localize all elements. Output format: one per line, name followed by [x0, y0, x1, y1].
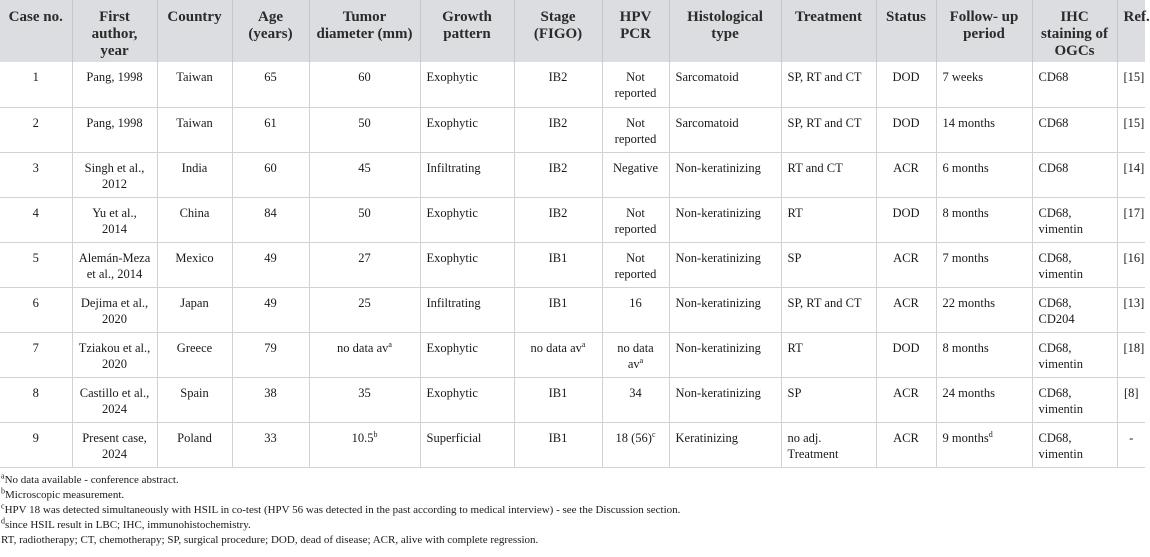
cell-stage: [514, 197, 602, 242]
cell-tumor-diameter: [309, 242, 420, 287]
histological-type-value: Sarcomatoid: [675, 70, 739, 84]
country-value: Spain: [180, 385, 209, 400]
tumor-diameter-value: 10.5: [351, 430, 374, 445]
cell-follow-up: [936, 197, 1032, 242]
cell-growth-pattern: [420, 107, 514, 152]
footnote-mark: d: [988, 429, 993, 439]
cell-status: [876, 197, 936, 242]
cell-ihc-staining: [1032, 332, 1117, 377]
ihc-staining-value: CD68: [1038, 115, 1069, 130]
cell-country: [157, 332, 232, 377]
cell-treatment: [781, 377, 876, 422]
cell-age: [232, 332, 309, 377]
cell-follow-up: [936, 332, 1032, 377]
stage-value: IB2: [548, 115, 568, 130]
growth-pattern-value: Exophytic: [426, 70, 478, 84]
cell-treatment: [781, 287, 876, 332]
case-number-value: 8: [32, 385, 39, 400]
table-row: [0, 62, 1145, 107]
growth-pattern-value: Infiltrating: [426, 160, 481, 175]
status-value: DOD: [892, 70, 920, 84]
tumor-diameter-value: no data av: [337, 340, 389, 355]
cell-case-number: [0, 422, 72, 467]
age-value: 61: [264, 115, 277, 130]
cell-status: [876, 377, 936, 422]
age-value: 60: [264, 160, 277, 175]
cell-hpv-pcr: [602, 287, 669, 332]
cell-case-number: [0, 107, 72, 152]
cell-first-author: [72, 62, 157, 107]
cell-stage: [514, 422, 602, 467]
table-header-row: [0, 0, 1145, 62]
ihc-staining-value: CD68, vimentin: [1038, 205, 1083, 236]
header-growth-pattern: Growth pattern: [420, 0, 514, 62]
cell-growth-pattern: [420, 242, 514, 287]
age-value: 65: [264, 70, 277, 84]
ref-value: [18]: [1123, 340, 1145, 355]
follow-up-value: 7 months: [942, 250, 989, 265]
case-number-value: 4: [32, 205, 39, 220]
header-follow-up: Follow- up period: [936, 0, 1032, 62]
cell-stage: [514, 332, 602, 377]
case-number-value: 2: [32, 115, 39, 130]
cell-first-author: [72, 422, 157, 467]
cell-first-author: [72, 332, 157, 377]
first-author-value: Castillo et al., 2024: [79, 385, 150, 416]
ihc-staining-value: CD68, vimentin: [1038, 430, 1083, 461]
follow-up-value: 8 months: [942, 340, 989, 355]
cell-tumor-diameter: [309, 62, 420, 107]
ref-value: [15]: [1123, 70, 1145, 84]
growth-pattern-value: Superficial: [426, 430, 482, 445]
cell-tumor-diameter: [309, 287, 420, 332]
first-author-value: Alemán-Meza et al., 2014: [78, 250, 151, 281]
cell-hpv-pcr: [602, 62, 669, 107]
header-case-no: Case no.: [0, 0, 72, 62]
header-age: Age (years): [232, 0, 309, 62]
hpv-pcr-value: no data av: [617, 340, 654, 371]
cell-stage: [514, 107, 602, 152]
ref-value: [17]: [1123, 205, 1145, 220]
cell-age: [232, 62, 309, 107]
hpv-pcr-value: Negative: [612, 160, 659, 175]
header-hpv-pcr: HPV PCR: [602, 0, 669, 62]
cell-first-author: [72, 377, 157, 422]
cell-ihc-staining: [1032, 242, 1117, 287]
age-value: 38: [264, 385, 277, 400]
header-country: Country: [157, 0, 232, 62]
cell-country: [157, 152, 232, 197]
header-stage: Stage (FIGO): [514, 0, 602, 62]
cell-status: [876, 152, 936, 197]
footnote: [1, 533, 1145, 548]
cell-ref: [1117, 197, 1145, 242]
cell-growth-pattern: [420, 332, 514, 377]
table-footnotes: [0, 468, 1145, 549]
country-value: Poland: [177, 430, 212, 445]
ref-value: [13]: [1123, 295, 1145, 310]
treatment-value: SP: [787, 385, 802, 400]
growth-pattern-value: Exophytic: [426, 115, 478, 130]
table-row: [0, 287, 1145, 332]
cell-age: [232, 422, 309, 467]
cell-country: [157, 197, 232, 242]
histological-type-value: Non-keratinizing: [675, 385, 761, 400]
cell-stage: [514, 62, 602, 107]
header-ihc-staining: IHC staining of OGCs: [1032, 0, 1117, 62]
footnote: [1, 470, 1145, 488]
age-value: 84: [264, 205, 277, 220]
follow-up-value: 6 months: [942, 160, 989, 175]
footnote-mark: c: [1, 501, 5, 511]
cell-treatment: [781, 242, 876, 287]
cell-case-number: [0, 377, 72, 422]
ref-value: [15]: [1123, 115, 1145, 130]
table-row: [0, 152, 1145, 197]
tumor-diameter-value: 27: [358, 250, 371, 265]
footnote-mark: a: [388, 339, 392, 349]
cell-histological-type: [669, 242, 781, 287]
histological-type-value: Non-keratinizing: [675, 340, 761, 355]
case-number-value: 5: [32, 250, 39, 265]
table-row: [0, 242, 1145, 287]
footnote-text: HPV 18 was detected simultaneously with HSIL in co-test (HPV 56 was detected in the past according to medical interview) - see the Discussion section.: [4, 503, 681, 516]
footnote-text: since HSIL result in LBC; IHC, immunohistochemistry.: [5, 519, 251, 532]
case-number-value: 7: [32, 340, 39, 355]
status-value: ACR: [893, 430, 919, 445]
cell-ihc-staining: [1032, 287, 1117, 332]
cell-histological-type: [669, 377, 781, 422]
cell-country: [157, 242, 232, 287]
histological-type-value: Non-keratinizing: [675, 250, 761, 265]
cell-treatment: [781, 152, 876, 197]
cell-ref: [1117, 287, 1145, 332]
cell-ref: [1117, 62, 1145, 107]
cell-hpv-pcr: [602, 152, 669, 197]
country-value: Mexico: [175, 250, 214, 265]
cell-ref: [1117, 242, 1145, 287]
cell-country: [157, 377, 232, 422]
cell-treatment: [781, 197, 876, 242]
country-value: Japan: [180, 295, 209, 310]
tumor-diameter-value: 45: [358, 160, 371, 175]
follow-up-value: 14 months: [942, 115, 995, 130]
ref-value: -: [1129, 430, 1134, 445]
stage-value: IB1: [548, 385, 568, 400]
cell-age: [232, 197, 309, 242]
ihc-staining-value: CD68: [1038, 70, 1069, 84]
footnote-mark: a: [1, 470, 5, 480]
ihc-staining-value: CD68: [1038, 160, 1069, 175]
age-value: 49: [264, 295, 277, 310]
cell-hpv-pcr: [602, 107, 669, 152]
treatment-value: SP: [787, 250, 802, 265]
cell-hpv-pcr: [602, 197, 669, 242]
stage-value: IB1: [548, 430, 568, 445]
cell-growth-pattern: [420, 377, 514, 422]
cell-status: [876, 107, 936, 152]
tumor-diameter-value: 25: [358, 295, 371, 310]
case-number-value: 9: [32, 430, 39, 445]
first-author-value: Singh et al., 2012: [84, 160, 145, 191]
cell-ref: [1117, 107, 1145, 152]
cell-age: [232, 242, 309, 287]
cell-histological-type: [669, 287, 781, 332]
cell-follow-up: [936, 422, 1032, 467]
tumor-diameter-value: 50: [358, 205, 371, 220]
cell-case-number: [0, 242, 72, 287]
cell-histological-type: [669, 422, 781, 467]
follow-up-value: 22 months: [942, 295, 995, 310]
case-number-value: 6: [32, 295, 39, 310]
age-value: 79: [264, 340, 277, 355]
cell-country: [157, 62, 232, 107]
follow-up-value: 24 months: [942, 385, 995, 400]
follow-up-value: 9 months: [942, 430, 989, 445]
histological-type-value: Keratinizing: [675, 430, 738, 445]
cell-ihc-staining: [1032, 152, 1117, 197]
footnote-mark: b: [1, 486, 5, 496]
cell-case-number: [0, 152, 72, 197]
first-author-value: Present case, 2024: [82, 430, 147, 461]
cell-first-author: [72, 152, 157, 197]
footnote-text: No data available - conference abstract.: [4, 473, 179, 486]
cell-stage: [514, 287, 602, 332]
stage-value: IB1: [548, 295, 568, 310]
cell-histological-type: [669, 152, 781, 197]
growth-pattern-value: Exophytic: [426, 385, 478, 400]
cell-ihc-staining: [1032, 197, 1117, 242]
cell-follow-up: [936, 152, 1032, 197]
header-treatment: Treatment: [781, 0, 876, 62]
cell-age: [232, 287, 309, 332]
table-row: [0, 107, 1145, 152]
tumor-diameter-value: 35: [358, 385, 371, 400]
cell-histological-type: [669, 197, 781, 242]
cell-first-author: [72, 287, 157, 332]
table-row: [0, 422, 1145, 467]
cell-treatment: [781, 332, 876, 377]
age-value: 49: [264, 250, 277, 265]
ihc-staining-value: CD68, vimentin: [1038, 250, 1083, 281]
cell-case-number: [0, 287, 72, 332]
cell-treatment: [781, 62, 876, 107]
treatment-value: RT: [787, 340, 803, 355]
footnote-mark: c: [651, 429, 656, 439]
cell-case-number: [0, 197, 72, 242]
stage-value: IB2: [548, 205, 568, 220]
cell-status: [876, 422, 936, 467]
first-author-value: Dejima et al., 2020: [80, 295, 149, 326]
footnote-text: Microscopic measurement.: [5, 488, 125, 501]
cell-ihc-staining: [1032, 62, 1117, 107]
header-histological-type: Histological type: [669, 0, 781, 62]
cell-status: [876, 332, 936, 377]
cell-stage: [514, 377, 602, 422]
cell-stage: [514, 152, 602, 197]
cell-follow-up: [936, 287, 1032, 332]
follow-up-value: 7 weeks: [942, 70, 984, 84]
cell-ihc-staining: [1032, 107, 1117, 152]
cell-tumor-diameter: [309, 197, 420, 242]
treatment-value: SP, RT and CT: [787, 295, 862, 310]
cell-status: [876, 287, 936, 332]
ref-value: [16]: [1123, 250, 1145, 265]
table-body: [0, 62, 1145, 467]
follow-up-value: 8 months: [942, 205, 989, 220]
histological-type-value: Non-keratinizing: [675, 205, 761, 220]
treatment-value: RT: [787, 205, 803, 220]
cell-tumor-diameter: [309, 107, 420, 152]
hpv-pcr-value: 18 (56): [615, 430, 652, 445]
ref-value: [14]: [1123, 160, 1145, 175]
cell-country: [157, 422, 232, 467]
case-number-value: 3: [32, 160, 39, 175]
footnote: [1, 503, 1145, 518]
cell-treatment: [781, 422, 876, 467]
cell-status: [876, 242, 936, 287]
ihc-staining-value: CD68, CD204: [1038, 295, 1075, 326]
status-value: ACR: [893, 385, 919, 400]
tumor-diameter-value: 50: [358, 115, 371, 130]
cell-ref: [1117, 377, 1145, 422]
cell-follow-up: [936, 242, 1032, 287]
treatment-value: no adj. Treatment: [787, 430, 839, 461]
cell-growth-pattern: [420, 287, 514, 332]
cell-age: [232, 107, 309, 152]
country-value: Taiwan: [176, 115, 213, 130]
first-author-value: Tziakou et al., 2020: [78, 340, 151, 371]
age-value: 33: [264, 430, 277, 445]
footnote-mark: a: [581, 339, 586, 349]
cell-hpv-pcr: [602, 377, 669, 422]
histological-type-value: Non-keratinizing: [675, 295, 761, 310]
header-tumor-diameter: Tumor diameter (mm): [309, 0, 420, 62]
treatment-value: SP, RT and CT: [787, 70, 862, 84]
cell-first-author: [72, 242, 157, 287]
growth-pattern-value: Exophytic: [426, 250, 478, 265]
status-value: ACR: [893, 295, 919, 310]
cell-growth-pattern: [420, 62, 514, 107]
hpv-pcr-value: 16: [629, 295, 642, 310]
table-row: [0, 197, 1145, 242]
cell-ref: [1117, 152, 1145, 197]
cell-hpv-pcr: [602, 332, 669, 377]
cell-ihc-staining: [1032, 422, 1117, 467]
treatment-value: RT and CT: [787, 160, 843, 175]
footnote-mark: b: [373, 429, 378, 439]
tumor-diameter-value: 60: [358, 70, 371, 84]
cell-growth-pattern: [420, 422, 514, 467]
hpv-pcr-value: 34: [629, 385, 642, 400]
growth-pattern-value: Infiltrating: [426, 295, 481, 310]
country-value: India: [181, 160, 208, 175]
country-value: Taiwan: [176, 70, 213, 84]
header-status: Status: [876, 0, 936, 62]
hpv-pcr-value: Not reported: [614, 115, 657, 146]
country-value: China: [179, 205, 210, 220]
country-value: Greece: [176, 340, 213, 355]
status-value: DOD: [892, 115, 920, 130]
stage-value: no data av: [530, 340, 582, 355]
cell-histological-type: [669, 62, 781, 107]
cell-tumor-diameter: [309, 332, 420, 377]
footnote-text: RT, radiotherapy; CT, chemotherapy; SP, surgical procedure; DOD, dead of disease; ACR, alive with complete regression.: [1, 534, 539, 547]
first-author-value: Pang, 1998: [86, 70, 143, 84]
cell-tumor-diameter: [309, 377, 420, 422]
treatment-value: SP, RT and CT: [787, 115, 862, 130]
first-author-value: Pang, 1998: [86, 115, 143, 130]
cell-ref: [1117, 422, 1145, 467]
cell-follow-up: [936, 107, 1032, 152]
cell-growth-pattern: [420, 152, 514, 197]
stage-value: IB1: [548, 250, 568, 265]
table-row: [0, 377, 1145, 422]
histological-type-value: Non-keratinizing: [675, 160, 761, 175]
footnote: [1, 488, 1145, 503]
cell-ihc-staining: [1032, 377, 1117, 422]
cell-country: [157, 287, 232, 332]
cell-first-author: [72, 107, 157, 152]
hpv-pcr-value: Not reported: [614, 205, 657, 236]
ref-value: [8]: [1123, 385, 1139, 400]
first-author-value: Yu et al., 2014: [92, 205, 137, 236]
footnote: [1, 518, 1145, 533]
ihc-staining-value: CD68, vimentin: [1038, 340, 1083, 371]
growth-pattern-value: Exophytic: [426, 340, 478, 355]
cell-stage: [514, 242, 602, 287]
histological-type-value: Sarcomatoid: [675, 115, 739, 130]
cell-histological-type: [669, 107, 781, 152]
hpv-pcr-value: Not reported: [614, 250, 657, 281]
status-value: DOD: [892, 205, 920, 220]
cell-status: [876, 62, 936, 107]
stage-value: IB2: [548, 160, 568, 175]
cell-ref: [1117, 332, 1145, 377]
cell-first-author: [72, 197, 157, 242]
status-value: ACR: [893, 160, 919, 175]
status-value: DOD: [892, 340, 920, 355]
status-value: ACR: [893, 250, 919, 265]
hpv-pcr-value: Not reported: [614, 70, 657, 100]
cell-tumor-diameter: [309, 152, 420, 197]
cell-tumor-diameter: [309, 422, 420, 467]
footnote-mark: d: [1, 516, 5, 526]
cell-follow-up: [936, 62, 1032, 107]
cell-case-number: [0, 332, 72, 377]
cell-case-number: [0, 62, 72, 107]
table-row: [0, 332, 1145, 377]
cell-age: [232, 152, 309, 197]
growth-pattern-value: Exophytic: [426, 205, 478, 220]
cell-growth-pattern: [420, 197, 514, 242]
cell-age: [232, 377, 309, 422]
cell-hpv-pcr: [602, 242, 669, 287]
footnote-mark: a: [639, 355, 644, 365]
ihc-staining-value: CD68, vimentin: [1038, 385, 1083, 416]
cell-histological-type: [669, 332, 781, 377]
cell-country: [157, 107, 232, 152]
stage-value: IB2: [548, 70, 568, 84]
cell-treatment: [781, 107, 876, 152]
cell-hpv-pcr: [602, 422, 669, 467]
header-ref: Ref.: [1117, 0, 1145, 62]
cell-follow-up: [936, 377, 1032, 422]
header-first-author: First author, year: [72, 0, 157, 62]
case-number-value: 1: [32, 70, 39, 84]
